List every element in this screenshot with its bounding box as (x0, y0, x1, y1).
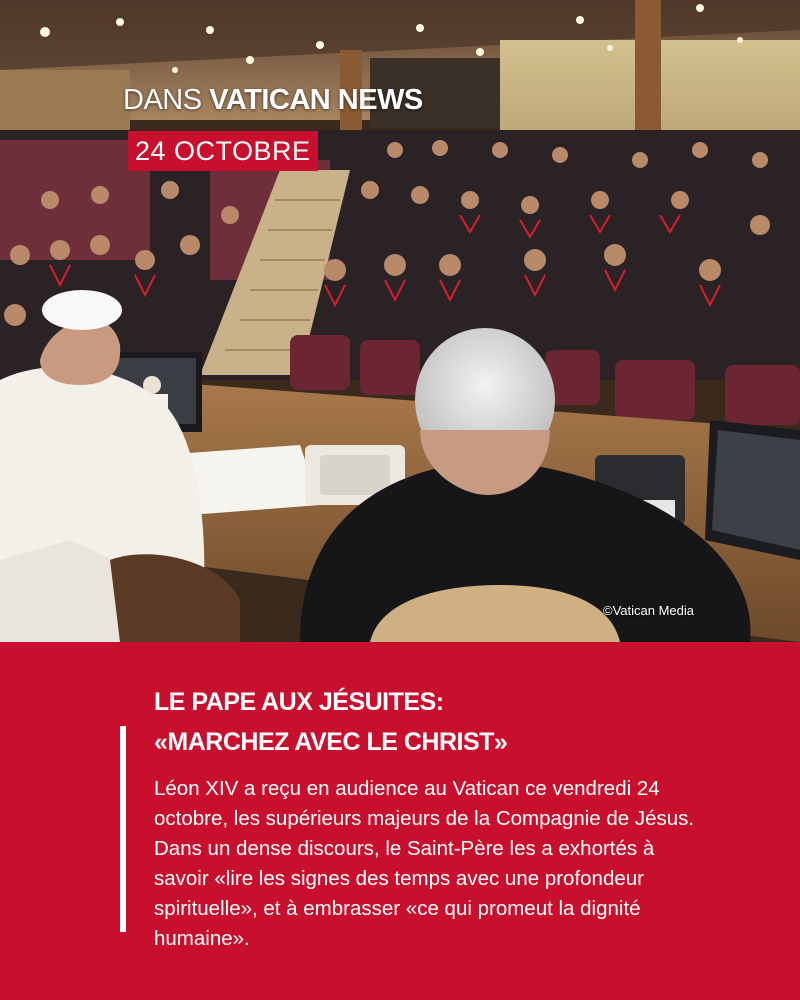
accent-rule (120, 726, 126, 932)
article-body: Léon XIV a reçu en audience au Vatican ce vendredi 24 octobre, les supérieurs majeurs de la Compagnie de Jésus. Dans un dense discours, le Saint-Père les a exhortés à savoir «lire les signes des temps avec une profondeur spirituelle», et à embrasser «ce qui promeut la dignité humaine». (154, 777, 695, 950)
headline (154, 682, 754, 762)
text-panel (0, 642, 800, 1000)
kicker-prefix: DANS (123, 84, 210, 116)
kicker-brand: VATICAN NEWS (209, 84, 423, 116)
photo-credit: ©Vatican Media (603, 603, 694, 618)
kicker (123, 84, 423, 117)
headline-line-1: LE PAPE AUX JÉSUITES: (154, 688, 444, 716)
headline-line-2: «MARCHEZ AVEC LE CHRIST» (154, 728, 508, 756)
date-badge: 24 OCTOBRE (128, 131, 318, 171)
